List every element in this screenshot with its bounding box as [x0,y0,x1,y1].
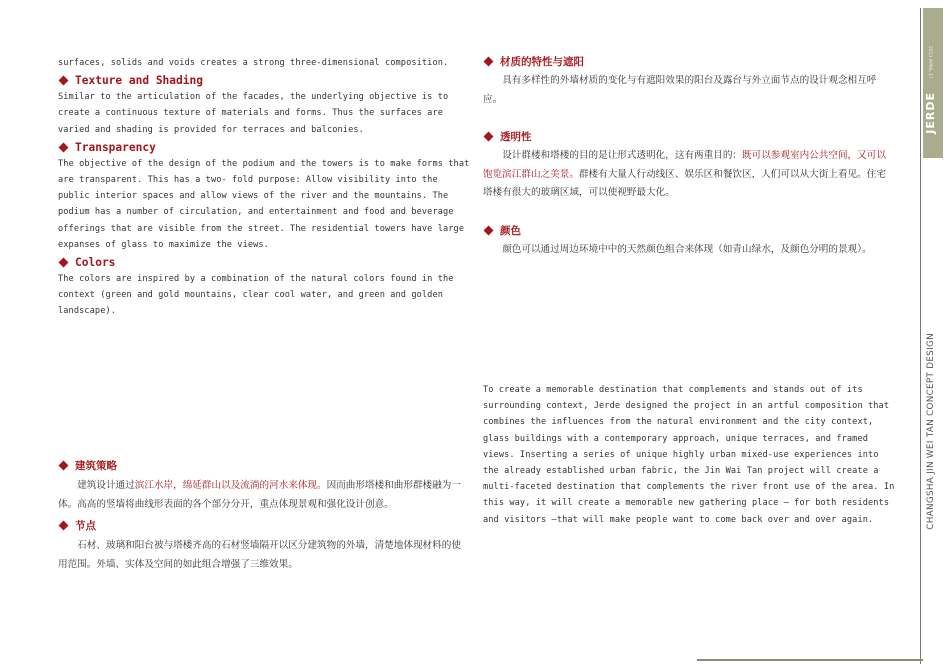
heading-material-shading [483,54,893,69]
text-segment: 设计群楼和塔楼的目的是让形式透明化，这有两重目的： [502,150,743,161]
heading-text: Texture and Shading [75,74,203,88]
heading-texture-shading [58,74,473,87]
right-english-column [483,382,895,528]
heading-transparency-cn [483,129,893,144]
heading-colors-cn [483,223,893,238]
diamond-bullet-icon [484,132,494,142]
intro-paragraph: surfaces, solids and voids creates a strong three-dimensional composition. [58,58,449,68]
highlight-text: 既可以参观室内公共空间，又可以饱览滨江群山之美景。 [483,150,886,180]
diamond-bullet-icon [59,461,69,471]
heading-text: Colors [75,256,116,270]
diamond-bullet-icon [59,142,69,152]
heading-text: 透明性 [500,131,532,143]
paragraph-transparency: The objective of the design of the podium and the towers is to make forms that are transparent. This has a two- fold purpose: Allow visibility into the public interior spaces and allow views of the river and the mountains. The podium has a number of circulation, and entertainment and food and beverage offerings that are visible from the street. The residential towers have large expanses of glass to maximize the views. [58,158,470,250]
paragraph-colors-cn: 颜色可以通过周边环境中中的天然颜色组合来体现（如青山绿水，及颜色分明的景观）。 [502,243,872,255]
heading-architecture-strategy [58,458,468,473]
paragraph-colors: The colors are inspired by a combination of the natural colors found in the context (green and gold mountains, clear cool water, and green and golden landscape). [58,274,454,317]
heading-text: 颜色 [500,224,521,237]
diamond-bullet-icon [59,521,69,531]
heading-text: 材质的特性与遮阳 [500,56,584,68]
jerde-logo: JERDE [924,92,937,134]
text-segment: 群楼有大量人行动线区、娱乐区和餐饮区，人们可以从大街上看见。住宅塔楼有很大的玻璃区域，可以使视野最大化。 [483,168,886,198]
heading-nodes [58,518,468,533]
project-title: CHANGSHA JIN WEI TAN CONCEPT DESIGN [926,333,936,530]
bottom-divider [697,659,923,661]
diamond-bullet-icon [59,76,69,86]
highlight-text: 滨江水岸，绵延群山以及流淌的河水来体现。 [134,480,327,491]
sidebar-strip [923,8,943,158]
heading-text: 建筑策略 [75,460,117,472]
diamond-bullet-icon [484,57,494,67]
left-english-column [58,55,473,320]
paragraph-material-shading: 具有多样性的外墙材质的变化与有遮阳效果的阳台及露台与外立面节点的设计观念相互呼应。 [483,75,877,105]
right-chinese-column [483,54,893,263]
sidebar [920,8,943,664]
heading-colors [58,256,473,269]
left-chinese-column [58,456,468,578]
paragraph-architecture-strategy [58,477,468,514]
heading-transparency [58,141,473,154]
paragraph-nodes: 石材、玻璃和阳台被与塔楼齐高的石材竖墙隔开以区分建筑物的外墙，清楚地体现材料的使用范围。外墙、实体及空间的如此组合增强了三维效果。 [58,540,461,570]
paragraph-destination: To create a memorable destination that complements and stands out of its surrounding context, Jerde designed the project in an artful composition that combines the influences from the natural environment and the city context, glass buildings with a contemporary approach, unique terraces, and framed views. Inserting a series of unique highly urban mixed-use experiences into the already established urban fabric, the Jin Wai Tan project will create a multi-faceted destination that complements the river front use of the area. In this way, it will create a memorable new gathering place – for both residents and visitors –that will make people want to come back over and over again. [483,385,895,525]
heading-text: Transparency [75,140,156,154]
text-segment: 因而曲形塔楼和曲形群楼融为一体。高高的竖墙将曲线形表面的各个部分分开，重点体现景观和强化设计创意。 [58,480,461,510]
paragraph-texture-shading: Similar to the articulation of the facades, the underlying objective is to create a continuous texture of materials and forms. Thus the surfaces are varied and shading is provided for terraces and balconies. [58,92,449,135]
sidebar-date: 2013 APRIL 17 [927,46,932,79]
text-segment: 建筑设计通过 [77,480,135,491]
diamond-bullet-icon [59,258,69,268]
heading-text: 节点 [75,520,96,532]
diamond-bullet-icon [484,225,494,235]
paragraph-transparency-cn [483,147,893,203]
